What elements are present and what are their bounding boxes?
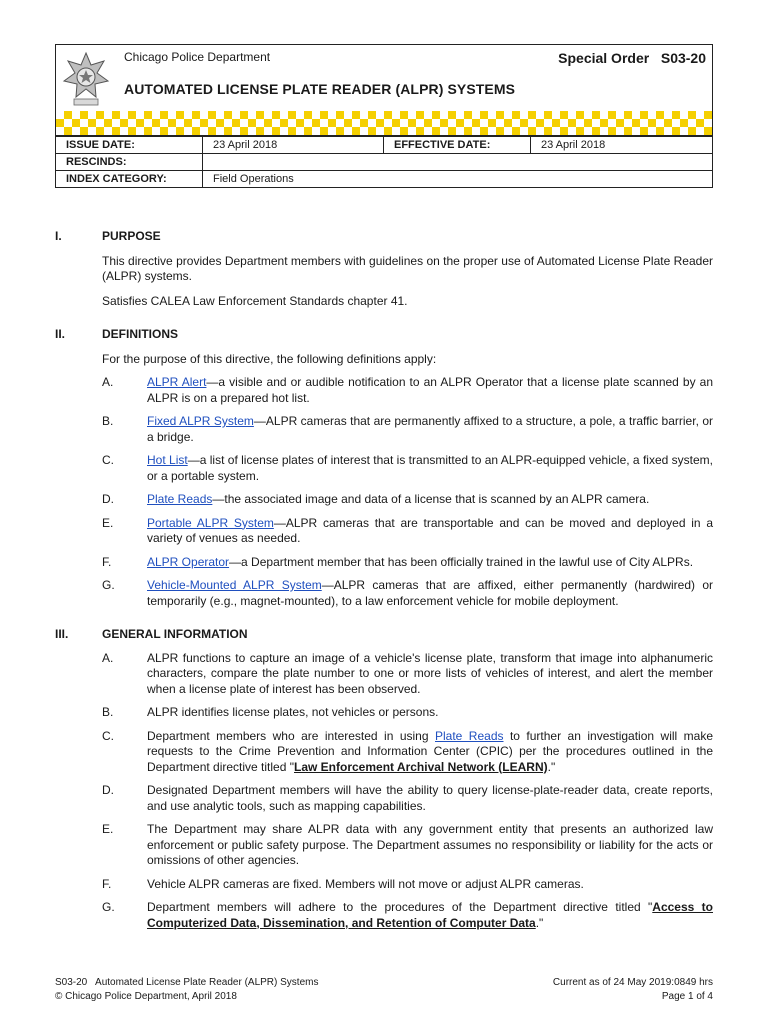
- term-link[interactable]: Portable ALPR System: [147, 515, 274, 530]
- footer-copyright: © Chicago Police Department, April 2018: [55, 991, 237, 1002]
- order-number: Special Order S03-20: [558, 50, 706, 66]
- table-row: [56, 171, 713, 188]
- definition-item: [55, 453, 713, 484]
- definition-item: [55, 516, 713, 547]
- footer-doc-ref: S03-20 Automated License Plate Reader (ALPR) Systems: [55, 977, 319, 988]
- document-title: AUTOMATED LICENSE PLATE READER (ALPR) SYSTEMS: [124, 81, 516, 97]
- issue-date-label: ISSUE DATE:: [56, 137, 203, 154]
- definition-item: [55, 492, 713, 508]
- learn-directive-link[interactable]: Law Enforcement Archival Network (LEARN): [294, 759, 548, 774]
- definition-item: [55, 375, 713, 406]
- item-letter: E.: [102, 822, 114, 836]
- table-row: [56, 137, 713, 154]
- footer-current-as-of: Current as of 24 May 2019:0849 hrs: [552, 977, 713, 988]
- item-letter: C.: [102, 728, 114, 743]
- effective-date-value: 23 April 2018: [531, 137, 713, 154]
- item-letter: C.: [102, 453, 114, 467]
- definition-item: [55, 578, 713, 609]
- issue-date-value: 23 April 2018: [203, 137, 384, 154]
- item-text: .": [547, 759, 556, 774]
- item-text: .": [535, 915, 544, 930]
- definitions-intro: For the purpose of this directive, the following definitions apply:: [102, 351, 437, 366]
- section-title: PURPOSE: [102, 229, 161, 243]
- general-item: [55, 822, 713, 869]
- definition-text: —the associated image and data of a license that is scanned by an ALPR camera.: [212, 492, 650, 506]
- definition-text: —a Department member that has been officially trained in the lawful use of City ALPRs.: [229, 554, 694, 569]
- definition-item: [55, 555, 713, 571]
- term-link[interactable]: Hot List: [147, 453, 188, 467]
- section-title: GENERAL INFORMATION: [102, 627, 248, 641]
- item-letter: F.: [102, 876, 112, 891]
- computer-data-directive-link[interactable]: Access to Computerized Data, Dissemination, and Retention of Computer Data: [147, 900, 713, 930]
- item-text: Designated Department members will have the ability to query license-plate-reader data, create reports, and use analytic tools, such as mapping capabilities.: [147, 783, 713, 813]
- general-item: [55, 877, 713, 893]
- item-text: Department members will adhere to the procedures of the Department directive titled ": [147, 900, 653, 914]
- item-text: to further an investigation will make requests to the Crime Prevention and Information Center (CPIC) per the procedures outlined in the Department directive titled ": [147, 728, 713, 774]
- definition-text: —ALPR cameras that are permanently affixed to a structure, a pole, a traffic barrier, or a bridge.: [147, 414, 713, 444]
- section-purpose: [55, 229, 713, 309]
- section-number: III.: [55, 627, 69, 641]
- item-letter: B.: [102, 705, 114, 719]
- item-letter: D.: [102, 492, 114, 506]
- item-text: Department members who are interested in using: [147, 728, 435, 743]
- section-definitions: [55, 327, 713, 609]
- term-link[interactable]: ALPR Operator: [147, 554, 230, 569]
- item-letter: G.: [102, 578, 115, 592]
- checkered-band: [56, 111, 712, 135]
- effective-date-label: EFFECTIVE DATE:: [384, 137, 531, 154]
- section-general-information: [55, 627, 713, 931]
- section-number: II.: [55, 327, 66, 341]
- table-row: [56, 154, 713, 171]
- plate-reads-link[interactable]: Plate Reads: [435, 728, 504, 743]
- item-letter: A.: [102, 650, 114, 665]
- definition-item: [55, 414, 713, 445]
- general-item: [55, 705, 713, 721]
- definition-text: —ALPR cameras that are transportable and can be moved and deployed in a variety of venues as needed.: [147, 515, 713, 545]
- item-letter: B.: [102, 414, 114, 428]
- footer-page-number: Page 1 of 4: [661, 991, 713, 1002]
- document-header: [55, 44, 713, 136]
- term-link[interactable]: Plate Reads: [147, 492, 213, 506]
- item-text: ALPR functions to capture an image of a vehicle's license plate, transform that image into alphanumeric characters, compare the plate number to one or more lists of vehicles of interest, and alert the member when a license plate of interest has been observed.: [147, 650, 713, 696]
- item-letter: D.: [102, 783, 114, 797]
- document-body: [55, 229, 713, 931]
- rescinds-label: RESCINDS:: [56, 154, 203, 171]
- item-text: The Department may share ALPR data with any government entity that presents an authorized law enforcement or public safety purpose. The Department assumes no responsibility or liability for the acts or omissions of other agencies.: [147, 822, 713, 867]
- calea-paragraph: Satisfies CALEA Law Enforcement Standards chapter 41.: [102, 293, 408, 308]
- term-link[interactable]: Vehicle-Mounted ALPR System: [147, 578, 322, 592]
- definition-text: —a visible and or audible notification to an ALPR Operator that a license plate scanned by an ALPR is on a prepared hot list.: [147, 375, 713, 405]
- police-star-badge-icon: [62, 51, 110, 107]
- section-title: DEFINITIONS: [102, 327, 179, 341]
- definition-text: —ALPR cameras that are affixed, either permanently (hardwired) or temporarily (e.g., magnet-mounted), to a law enforcement vehicle for mobile deployment.: [147, 578, 713, 608]
- term-link[interactable]: ALPR Alert: [147, 375, 207, 389]
- item-letter: A.: [102, 375, 114, 389]
- metadata-table: [55, 136, 713, 188]
- definition-text: —a list of license plates of interest that is transmitted to an ALPR-equipped vehicle, a fixed system, or a portable system.: [147, 453, 714, 483]
- purpose-paragraph: This directive provides Department members with guidelines on the proper use of Automated License Plate Reader (ALPR) systems.: [102, 253, 713, 283]
- item-text: ALPR identifies license plates, not vehicles or persons.: [147, 705, 439, 719]
- item-letter: G.: [102, 900, 115, 914]
- item-letter: F.: [102, 554, 112, 569]
- general-item: [55, 783, 713, 814]
- general-item: [55, 729, 713, 776]
- department-name: Chicago Police Department: [124, 50, 271, 64]
- section-number: I.: [55, 229, 62, 243]
- index-category-label: INDEX CATEGORY:: [56, 171, 203, 188]
- term-link[interactable]: Fixed ALPR System: [147, 414, 254, 428]
- index-category-value: Field Operations: [203, 171, 713, 188]
- item-letter: E.: [102, 515, 114, 530]
- general-item: [55, 900, 713, 931]
- general-item: [55, 651, 713, 698]
- rescinds-value: [203, 154, 713, 171]
- item-text: Vehicle ALPR cameras are fixed. Members will not move or adjust ALPR cameras.: [147, 876, 584, 891]
